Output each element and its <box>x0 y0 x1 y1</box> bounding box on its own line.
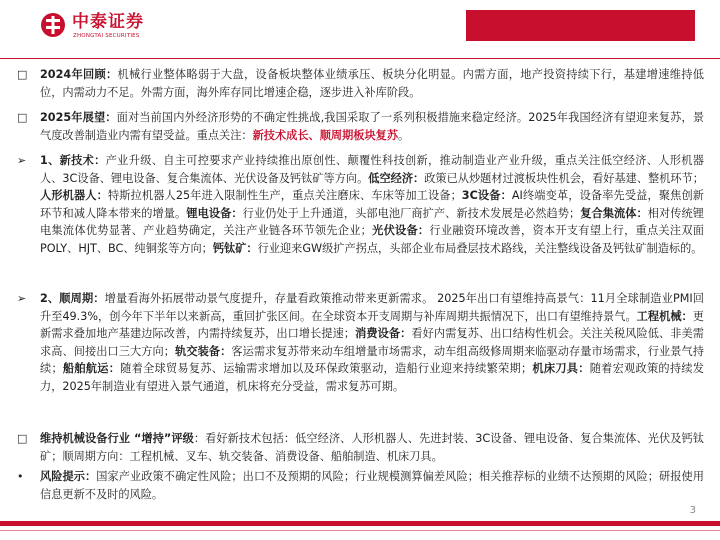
bold-run: 维持机械设备行业 “增持”评级 <box>40 432 194 445</box>
bold-run: 复合集流体： <box>580 206 648 220</box>
highlight-run: 新技术成长、顺周期板块复苏 <box>252 128 399 142</box>
text-run: AI终端变革，设备率先受益，聚焦创新环节和减人降本带来的增量。 <box>40 189 704 220</box>
paragraph-2024-review <box>40 66 704 101</box>
text-run: 相对传统锂电集流体优势显著、产业趋势确定，关注产业链各环节领先企业； <box>40 206 704 237</box>
text-run: 看好内需复苏、出口结构性机会。关注关税风险低、非美需求高、间接出口三大方向； <box>40 327 704 358</box>
text-run: 面对当前国内外经济形势的不确定性挑战,我国采取了一系列积极措施来稳定经济。2025年我国经济有望迎来复苏，景气度改善制造业内需有望受益。重点关注： <box>40 111 705 142</box>
bold-run: 2、顺周期： <box>40 292 105 305</box>
footer-divider <box>0 521 720 526</box>
bold-run: 机床刀具： <box>532 362 590 375</box>
text-run: 行业仍处于上升通道，头部电池厂商扩产、新技术发展是必然趋势； <box>242 206 581 220</box>
arrow-bullet-icon: ➢ <box>17 154 27 167</box>
arrow-bullet-icon: ➢ <box>17 292 27 305</box>
paragraph-new-technology <box>40 152 704 257</box>
bold-run: 3C设备： <box>461 189 512 202</box>
page-number: 3 <box>689 505 696 516</box>
bold-run: 工程机械： <box>636 309 693 323</box>
header-divider <box>0 58 720 59</box>
paragraph-cyclical <box>40 290 704 395</box>
text-run: 特斯拉机器人25年进入限制性生产，重点关注磨床、车床等加工设备； <box>107 189 462 202</box>
bold-run: 低空经济： <box>368 171 425 185</box>
paragraph-2025-outlook <box>40 109 704 144</box>
bold-run: 风险提示： <box>40 470 97 483</box>
bold-run: 2025年展望： <box>40 111 117 124</box>
text-run: 行业迎来GW级扩产拐点，头部企业布局叠层技术路线，关注整线设备及钙钛矿制造标的。 <box>257 241 703 255</box>
paragraph-risk-warning <box>40 468 704 503</box>
brand-name-en: ZHONGTAI SECURITIES <box>73 33 140 39</box>
square-bullet-icon: □ <box>17 111 28 124</box>
header-red-banner <box>466 10 695 41</box>
square-bullet-icon: □ <box>17 432 28 445</box>
brand-name-cn: 中泰证券 <box>72 12 144 32</box>
bold-run: 2024年回顾： <box>40 68 118 81</box>
page-header <box>0 0 720 60</box>
footer-divider-thin <box>0 530 720 531</box>
text-run: 机械行业整体略弱于大盘，设备板块整体业绩承压、板块分化明显。内需方面，地产投资持续下行，基建增速维持低位，内需动力不足。外需方面，海外库存同比增速企稳，逐步进入补库阶段。 <box>40 68 704 99</box>
bold-run: 船舶航运： <box>62 362 121 375</box>
bold-run: 锂电设备： <box>186 206 243 220</box>
bold-run: 消费设备： <box>355 327 412 340</box>
text-run: 更新需求叠加地产基建边际改善，内需持续复苏，出口增长提速； <box>40 309 704 340</box>
square-bullet-icon: □ <box>17 68 28 81</box>
bold-run: 1、新技术： <box>40 154 106 167</box>
bold-run: 人形机器人： <box>40 189 108 202</box>
text-run: 产业升级、自主可控要求产业持续推出原创性、颠覆性科技创新，推动制造业产业升级，重点关注低空经济、人形机器人、3C设备、锂电设备、复合集流体、光伏设备及钙钛矿等方向。 <box>40 154 704 185</box>
dot-bullet-icon: • <box>17 470 24 483</box>
text-run: 行业融资环境改善，资本开支有望上行，重点关注双面POLY、HJT、BC、纯铜浆等方向； <box>40 224 704 255</box>
text-run: 随着宏观政策的持续发力，2025年制造业有望进入景气通道，机床将充分受益，需求复苏可期。 <box>40 362 704 393</box>
text-run: 国家产业政策不确定性风险；出口不及预期的风险；行业规模测算偏差风险；相关推荐标的业绩不达预期的风险；研报使用信息更新不及时的风险。 <box>40 470 704 501</box>
text-run: 随着全球贸易复苏、运输需求增加以及环保政策驱动，造船行业迎来持续繁荣期； <box>120 362 533 375</box>
bold-run: 钙钛矿： <box>212 241 258 255</box>
text-run: 。 <box>398 128 410 142</box>
paragraph-rating <box>40 430 704 465</box>
text-run: 增量看海外拓展带动景气度提升，存量看政策推动带来更新需求。 2025年出口有望维持高景气：11月全球制造业PMI回升至49.3%，创今年下半年以来新高，重回扩张区间。在全球资本开支周期与补库周期共振情况下，出口有望维持景气。 <box>40 292 704 323</box>
text-run: ：看好新技术包括：低空经济、人形机器人、先进封装、3C设备、锂电设备、复合集流体、光伏及钙钛矿；顺周期方向：工程机械、叉车、轨交装备、消费设备、船舶制造、机床刀具。 <box>40 432 704 463</box>
text-run: 政策已从炒题材过渡板块性机会，看好基建、整机环节； <box>424 171 704 185</box>
company-logo-icon <box>40 12 66 38</box>
text-run: 客运需求复苏带来动车组增量市场需求，动车组高级修周期来临驱动存量市场需求，行业景气持续； <box>40 344 704 375</box>
bold-run: 光伏设备： <box>371 224 430 237</box>
bold-run: 轨交装备： <box>175 344 232 358</box>
